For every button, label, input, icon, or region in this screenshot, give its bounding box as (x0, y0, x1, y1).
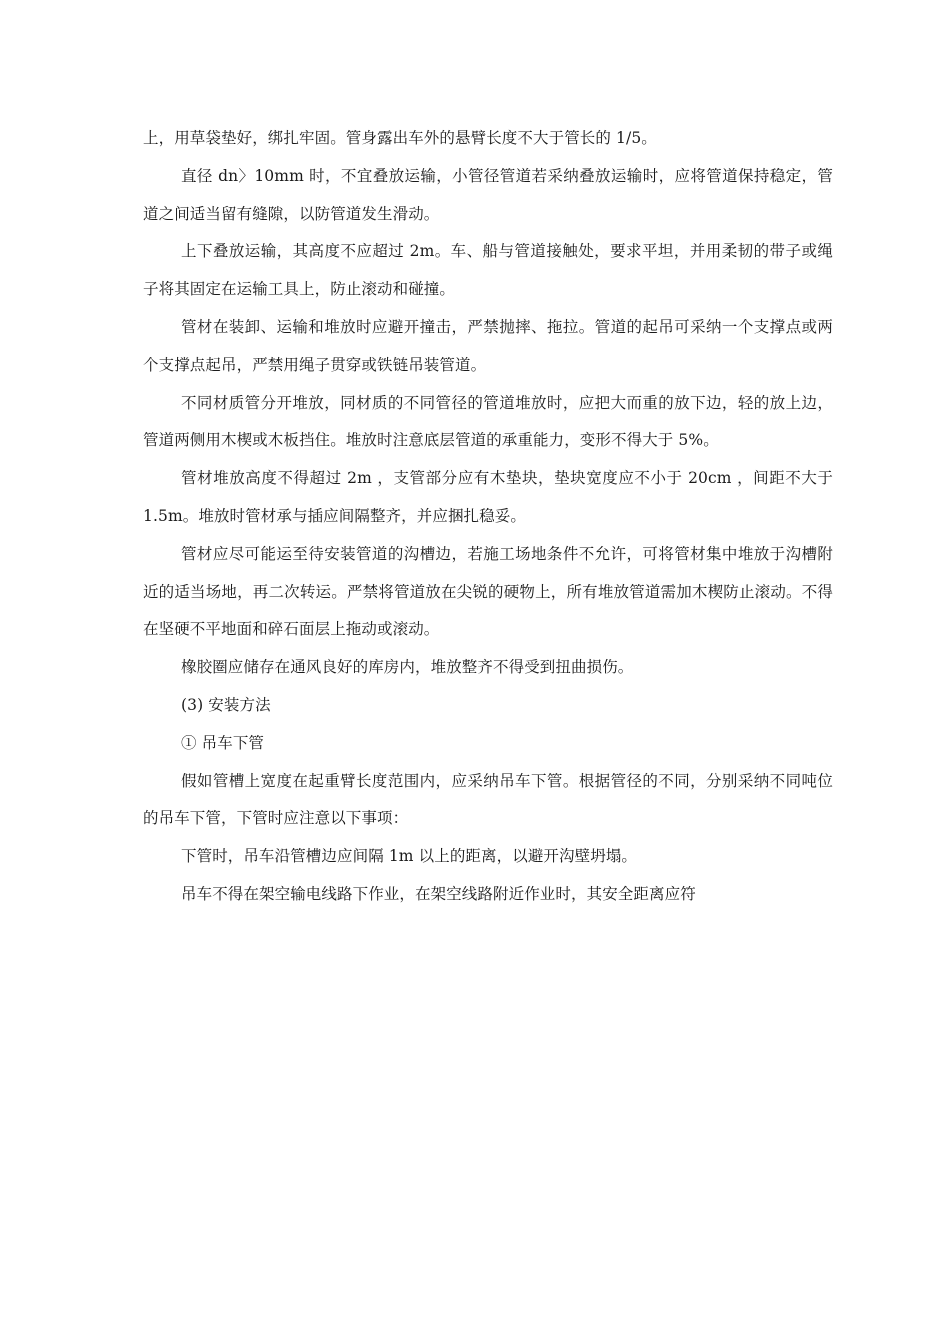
document-body (143, 120, 833, 914)
section-heading: (3) 安装方法 (181, 695, 271, 714)
paragraph-3: 上下叠放运输，其高度不应超过 2m。车、船与管道接触处，要求平坦，并用柔韧的带子或绳子将其固定在运输工具上，防止滚动和碰撞。 (143, 242, 833, 299)
paragraph-5: 不同材质管分开堆放，同材质的不同管径的管道堆放时，应把大而重的放下边，轻的放上边，管道两侧用木楔或木板挡住。堆放时注意底层管道的承重能力，变形不得大于 5%。 (143, 393, 833, 450)
paragraph-4: 管材在装卸、运输和堆放时应避开撞击，严禁抛摔、拖拉。管道的起吊可采纳一个支撑点或两个支撑点起吊，严禁用绳子贯穿或铁链吊装管道。 (143, 317, 833, 374)
paragraph-11: 吊车不得在架空输电线路下作业，在架空线路附近作业时，其安全距离应符 (181, 884, 696, 903)
paragraph-2: 直径 dn〉10mm 时，不宜叠放运输，小管径管道若采纳叠放运输时，应将管道保持稳定，管道之间适当留有缝隙，以防管道发生滑动。 (143, 166, 833, 223)
paragraph-8: 橡胶圈应储存在通风良好的库房内，堆放整齐不得受到扭曲损伤。 (181, 658, 634, 677)
paragraph-9: 假如管槽上宽度在起重臂长度范围内，应采纳吊车下管。根据管径的不同，分别采纳不同吨位的吊车下管，下管时应注意以下事项： (143, 771, 833, 828)
paragraph-10: 下管时，吊车沿管槽边应间隔 1m 以上的距离，以避开沟壁坍塌。 (181, 847, 638, 866)
subsection-heading: ① 吊车下管 (181, 733, 265, 752)
paragraph-6: 管材堆放高度不得超过 2m ，支管部分应有木垫块，垫块宽度应不小于 20cm ，间距不大于 1.5m。堆放时管材承与插应间隔整齐，并应捆扎稳妥。 (143, 469, 833, 525)
paragraph-7: 管材应尽可能运至待安装管道的沟槽边，若施工场地条件不允许，可将管材集中堆放于沟槽附近的适当场地，再二次转运。严禁将管道放在尖锐的硬物上，所有堆放管道需加木楔防止滚动。不得在坚硬不平地面和碎石面层上拖动或滚动。 (143, 544, 833, 639)
paragraph-1: 上，用草袋垫好，绑扎牢固。管身露出车外的悬臂长度不大于管长的 1/5。 (143, 129, 657, 147)
